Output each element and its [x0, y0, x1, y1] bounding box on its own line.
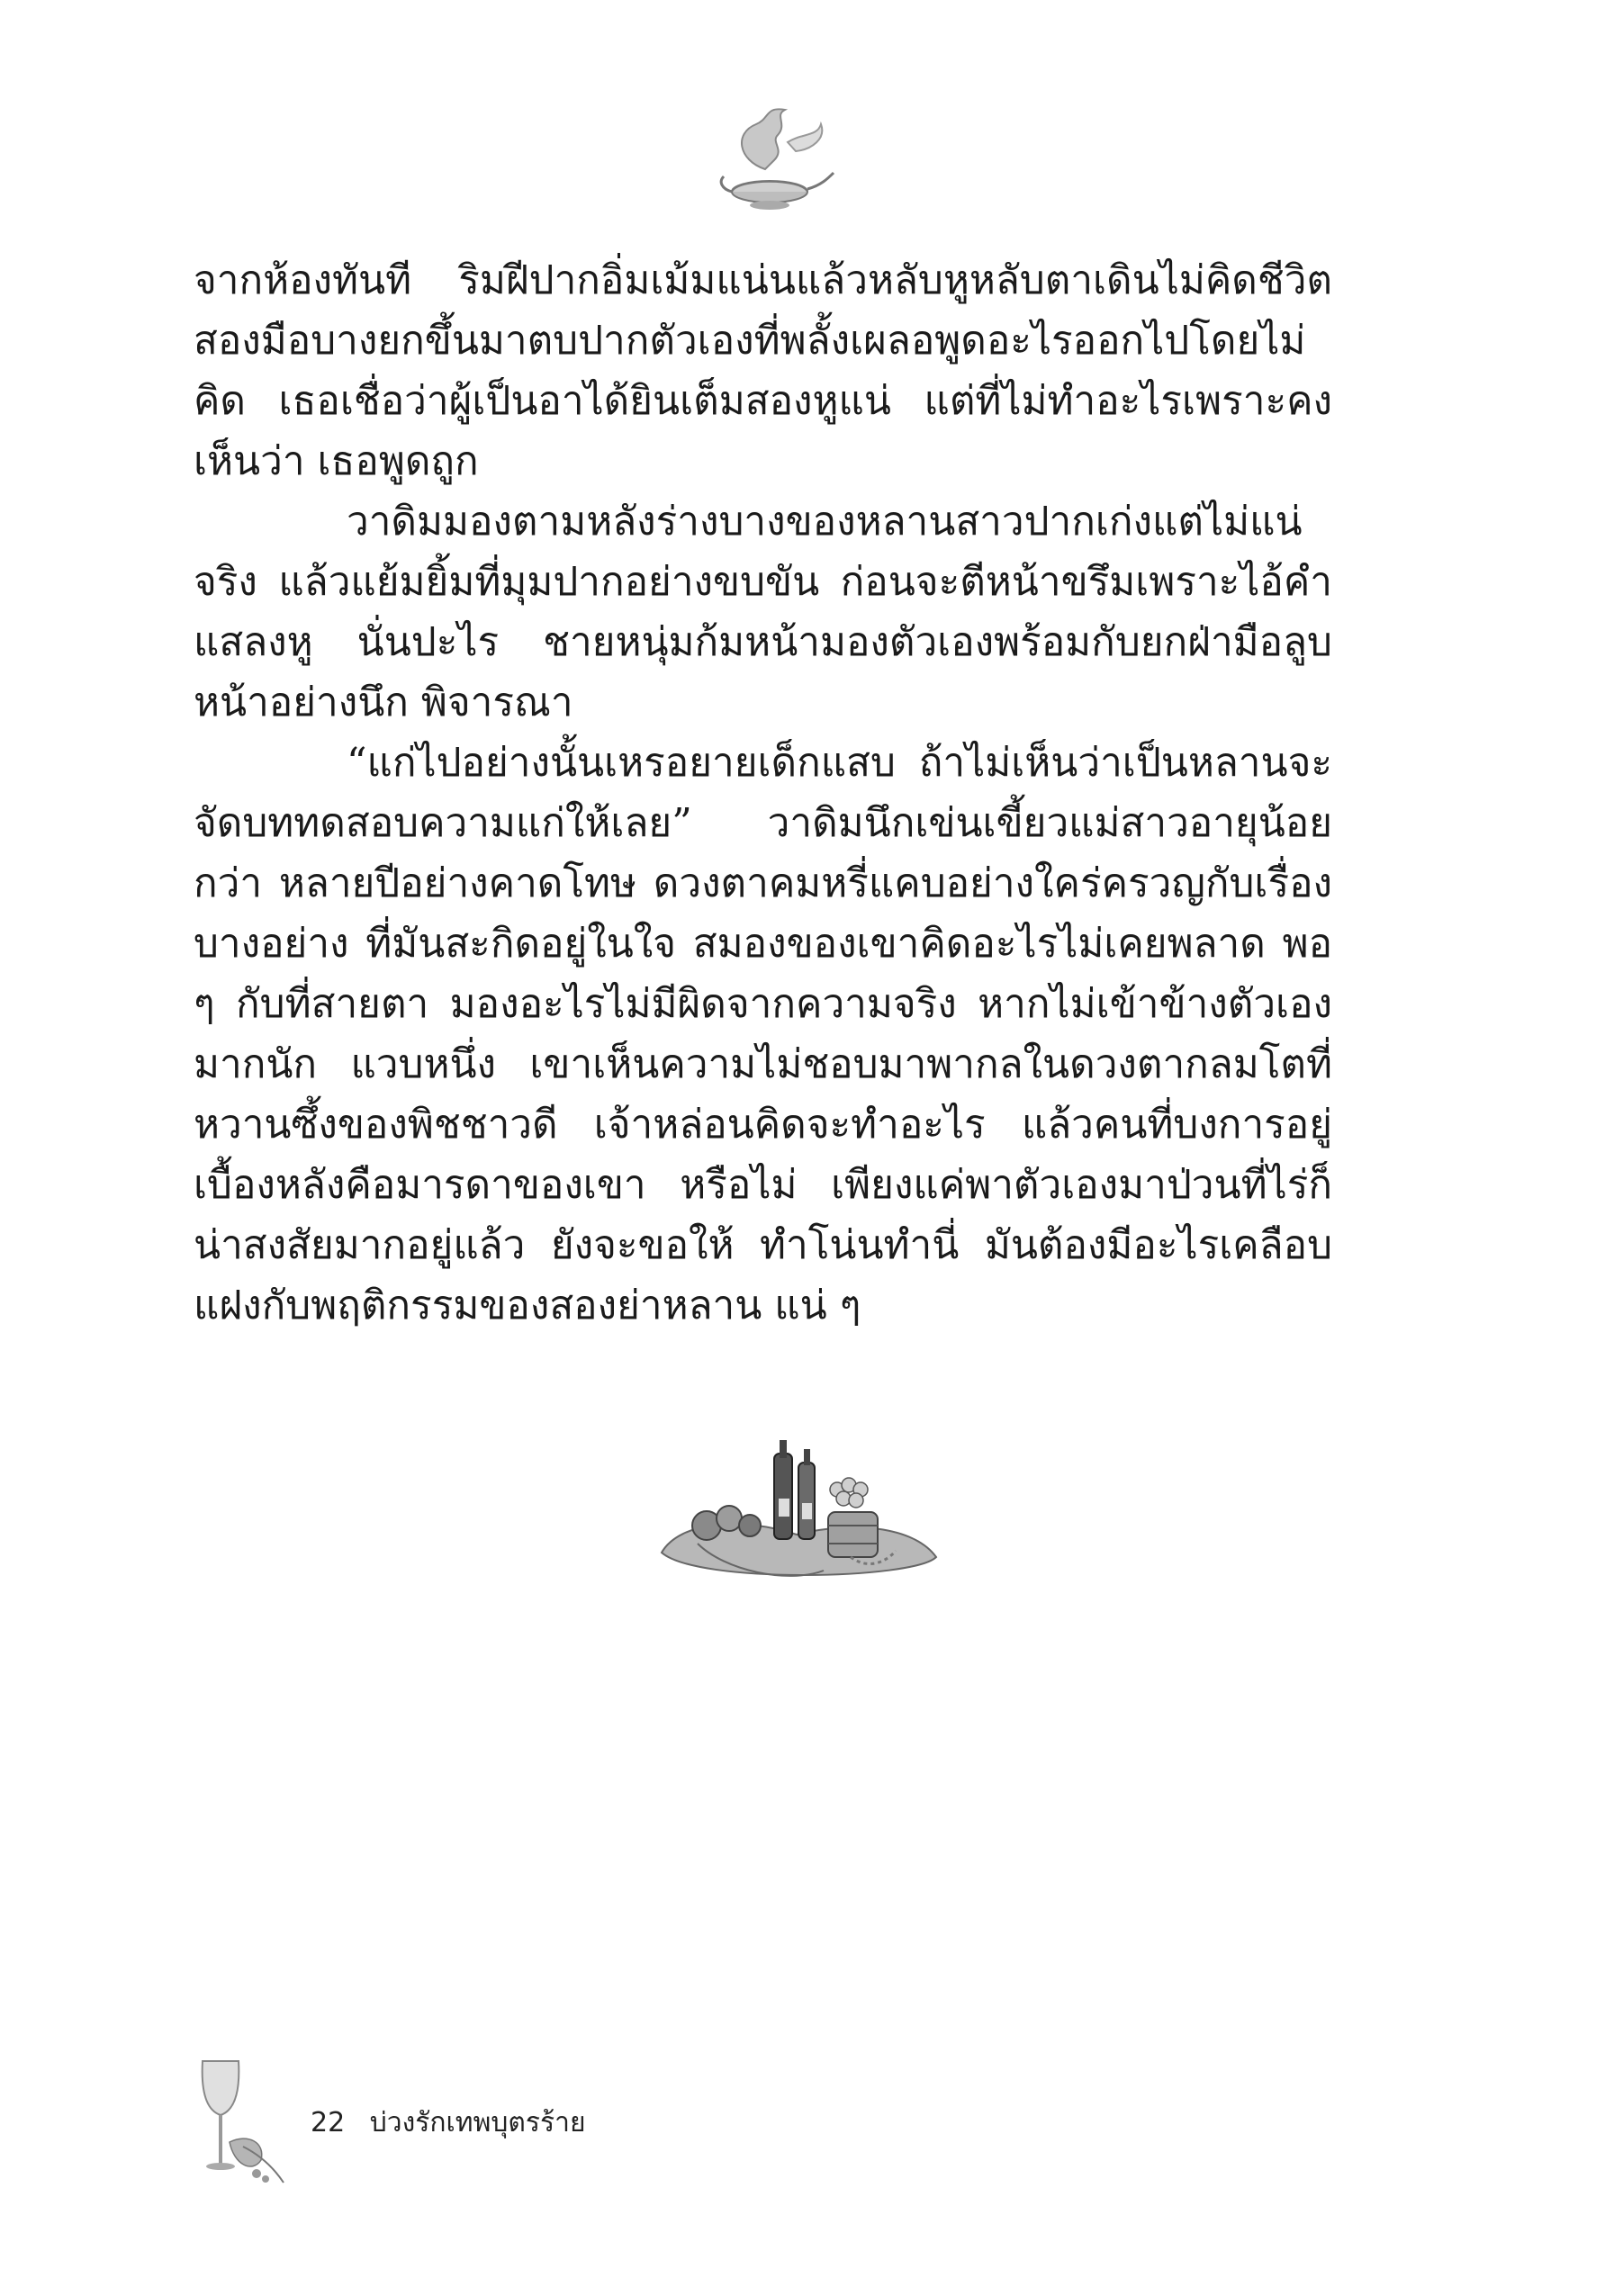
- wine-and-fruit-icon: [644, 1436, 950, 1589]
- paragraph-3: “แก่ไปอย่างนั้นเหรอยายเด็กแสบ ถ้าไม่เห็นว่าเป็นหลานจะ จัดบททดสอบความแก่ให้เลย” วาดิมนึกเข่นเขี้ยวแม่สาวอายุน้อยกว่า หลายปีอย่างคาดโทษ ดวงตาคมหรี่แคบอย่างใคร่ครวญกับเรื่องบางอย่าง ที่มันสะกิดอยู่ในใจ สมองของเขาคิดอะไรไม่เคยพลาด พอ ๆ กับที่สายตา มองอะไรไม่มีผิดจากความจริง หากไม่เข้าข้างตัวเองมากนัก แวบหนึ่ง เขาเห็นความไม่ชอบมาพากลในดวงตากลมโตที่หวานซึ้งของพิชชาวดี เจ้าหล่อนคิดจะทำอะไร แล้วคนที่บงการอยู่เบื้องหลังคือมารดาของเขา หรือไม่ เพียงแค่พาตัวเองมาป่วนที่ไร่ก็น่าสงสัยมากอยู่แล้ว ยังจะขอให้ ทำโน่นทำนี่ มันต้องมีอะไรเคลือบแฝงกับพฤติกรรมของสองย่าหลาน แน่ ๆ: [194, 740, 1332, 1328]
- wine-glass-icon: [194, 2057, 293, 2192]
- paragraph-1: จากห้องทันที ริมฝีปากอิ่มเม้มแน่นแล้วหลับหูหลับตาเดินไม่คิดชีวิต สองมือบางยกขึ้นมาตบปากตัวเองที่พลั้งเผลอพูดอะไรออกไปโดยไม่คิด เธอเชื่อว่าผู้เป็นอาได้ยินเต็มสองหูแน่ แต่ที่ไม่ทำอะไรเพราะคงเห็นว่า เธอพูดถูก: [194, 257, 1332, 484]
- page-number: 22: [311, 2107, 346, 2138]
- paragraph-2: วาดิมมองตามหลังร่างบางของหลานสาวปากเก่งแต่ไม่แน่จริง แล้วแย้มยิ้มที่มุมปากอย่างขบขัน ก่อนจะตีหน้าขรึมเพราะไอ้คำแสลงหู นั่นปะไร ชายหนุ่มก้มหน้ามองตัวเองพร้อมกับยกฝ่ามือลูบหน้าอย่างนึก พิจารณา: [194, 499, 1332, 725]
- body-text: [194, 250, 1332, 1336]
- page-footer: [311, 2102, 586, 2144]
- book-title: บ่วงรักเทพบุตรร้าย: [369, 2107, 586, 2138]
- genie-lamp-icon: [702, 106, 837, 214]
